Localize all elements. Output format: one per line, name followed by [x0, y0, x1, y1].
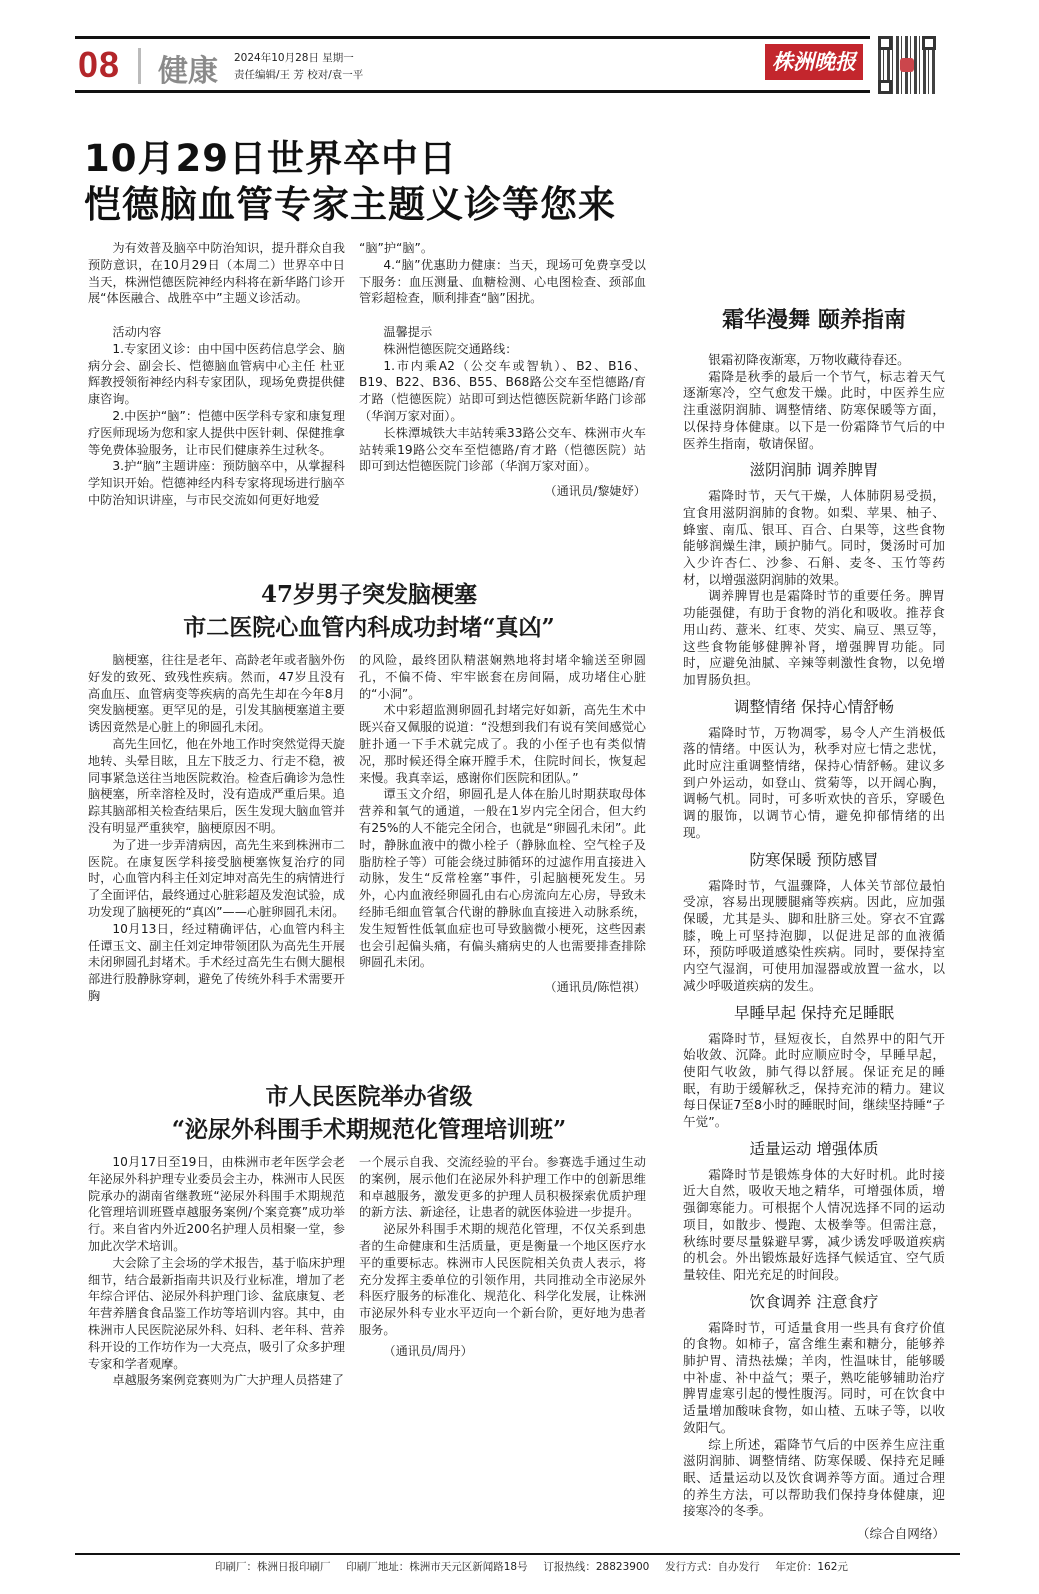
article3-column-1	[88, 1154, 345, 1389]
main-headline	[84, 136, 646, 228]
paragraph: 术中彩超监测卵圆孔封堵完好如新，高先生术中既兴奋又佩服的说道：“没想到我们有说有笑间感觉心脏扑通一下手术就完成了。我的小侄子也有类似情况，那时候还得全麻开膛手术，住院时间长，恢复起来慢。我真幸运，感谢你们医院和团队。”	[359, 703, 646, 785]
byline: （综合自网络）	[856, 1526, 945, 1542]
headline-line-2: 市二医院心血管内科成功封堵“真凶”	[183, 614, 555, 641]
paragraph: 霜降是秋季的最后一个节气，标志着天气逐渐寒冷，空气愈发干燥。此时，中医养生应注重滋阴润肺、调整情绪、防寒保暖等方面，以保持身体健康。以下是一份霜降节气后的中医养生指南，敬请保留。	[683, 368, 945, 451]
paragraph: 的风险，最终团队精湛娴熟地将封堵伞输送至卵圆孔，不偏不倚、牢牢嵌套在房间隔，成功堵住心脏的“小洞”。	[359, 653, 646, 701]
section-heading: 早睡早起 保持充足睡眠	[734, 1003, 894, 1022]
headline-line-1: 47岁男子突发脑梗塞	[260, 581, 477, 608]
headline-line-1: 市人民医院举办省级	[265, 1083, 473, 1110]
article3-headline	[84, 1080, 654, 1146]
article3-body	[84, 1154, 646, 1389]
article3-column-2	[359, 1154, 646, 1360]
paragraph: 霜降时节，气温骤降，人体关节部位最怕受凉，容易出现腰腿痛等疾病。因此，应加强保暖，尤其是头、脚和肚脐三处。穿衣不宜露膝，晚上可坚持泡脚，以促进足部的血液循环，预防呼吸道感染性疾病。同时，要保持室内空气湿润，可使用加湿器或放置一盆水，以减少呼吸道疾病的发生。	[683, 877, 945, 993]
qr-code-icon	[878, 36, 936, 94]
paragraph: 卓越服务案例竞赛则为广大护理人员搭建了	[112, 1373, 344, 1388]
side-article-body	[683, 352, 945, 1543]
paragraph: 脑梗塞，往往是老年、高龄老年或者脑外伤好发的致死、致残性疾病。然而，47岁且没有高血压、血管病变等疾病的高先生却在今年8月突发脑梗塞。更罕见的是，引发其脑梗塞道主要诱因竟然是心脏上的卵圆孔未闭。	[88, 653, 345, 735]
paragraph: 大会除了主会场的学术报告，基于临床护理细节，结合最新指南共识及行业标准，增加了老年综合评估、泌尿外科护理门诊、盆底康复、老年营养膳食食品鉴工作坊等培训内容。其中，由株洲市人民医院泌尿外科、妇科、老年科、营养科开设的工作坊作为一大亮点，吸引了众多护理专家和学者观摩。	[88, 1255, 345, 1371]
paragraph: 1.专家团义诊：由中国中医药信息学会、脑病分会、副会长、恺德脑血管病中心主任 杜亚辉教授领衔神经内科专家团队，现场免费提供健康咨询。	[88, 341, 345, 407]
subheading: 温馨提示	[383, 324, 433, 339]
main-article-column-2	[359, 240, 646, 500]
header-divider	[138, 48, 141, 84]
section-heading: 调整情绪 保持心情舒畅	[734, 697, 894, 716]
article2-column-1	[88, 652, 345, 1005]
paragraph: 长株潭城铁大丰站转乘33路公交车、株洲市火车站转乘19路公交车至恺德路/育才路（恺德医院）站即可到达恺德医院门诊部（华润万家对面）。	[359, 425, 646, 474]
section-heading: 饮食调养 注意食疗	[749, 1292, 879, 1311]
footer-rule	[75, 1553, 960, 1594]
paragraph: 银霜初降夜渐寒，万物收藏待春还。	[708, 352, 910, 367]
paragraph: 霜降时节，天气干燥，人体肺阴易受损，宜食用滋阴润肺的食物。如梨、苹果、柚子、蜂蜜、南瓜、银耳、百合、白果等，这些食物能够润燥生津，顾护肺气。同时，煲汤时可加入少许杏仁、沙参、石斛、麦冬、玉竹等药材，以增强滋阴润肺的效果。	[683, 488, 945, 587]
header-top-rule	[75, 36, 870, 39]
page-number: 08	[78, 44, 121, 85]
paragraph: 1.市内乘A2（公交车或智轨）、B2、B16、B19、B22、B36、B55、B68路公交车至恺德路/育才路（恺德医院）站即可到达恺德医院新华路门诊部（华润万家对面）。	[359, 358, 646, 423]
paragraph: 霜降时节是锻炼身体的大好时机。此时接近大自然，吸收天地之精华，可增强体质，增强御寒能力。可根据个人情况选择不同的运动项目，如散步、慢跑、太极拳等。但需注意，秋练时要尽量躲避早雾，减少诱发呼吸道疾病的机会。外出锻炼最好选择气候适宜、空气质量较佳、阳光充足的时间段。	[683, 1166, 945, 1282]
paragraph: 为有效普及脑卒中防治知识，提升群众自我预防意识，在10月29日（本周二）世界卒中日当天，株洲恺德医院神经内科将在新华路门诊开展“体医融合、战胜卒中”主题义诊活动。	[88, 241, 345, 306]
paragraph: 为了进一步弄清病因，高先生来到株洲市二医院。在康复医学科接受脑梗塞恢复治疗的同时，心血管内科主任刘定坤对高先生的病情进行了全面评估，最终通过心脏彩超及发泡试验，成功发现了脑梗死的“真凶”——心脏卵圆孔未闭。	[88, 837, 345, 919]
paragraph: 综上所述，霜降节气后的中医养生应注重滋阴润肺、调整情绪、防寒保暖、保持充足睡眠、适量运动以及饮食调养等方面。通过合理的养生方法，可以帮助我们保持身体健康，迎接寒冷的冬季。	[683, 1436, 945, 1519]
paragraph: 泌尿外科围手术期的规范化管理，不仅关系到患者的生命健康和生活质量，更是衡量一个地区医疗水平的重要标志。株洲市人民医院相关负责人表示，将充分发挥主委单位的引领作用，共同推动全市泌尿外科医疗服务的标准化、规范化、科学化发展，让株洲市泌尿外科专业水平迈向一个新台阶，更好地为患者服务。	[359, 1222, 646, 1337]
paragraph: 株洲恺德医院交通路线：	[383, 341, 518, 356]
article2-body	[84, 652, 646, 1062]
headline-line-2: 恺德脑血管专家主题义诊等您来	[84, 183, 616, 226]
headline-line-1: 10月29日世界卒中日	[84, 137, 457, 180]
printer-address: 印刷厂地址：株洲市天元区新闻路18号	[346, 1560, 528, 1573]
paragraph: 调养脾胃也是霜降时节的重要任务。脾胃功能强健，有助于食物的消化和吸收。推荐食用山药、薏米、红枣、芡实、扁豆、黑豆等，这些食物能够健脾补肾，增强脾胃功能。同时，应避免油腻、辛辣等刺激性食物，以免增加胃肠负担。	[683, 588, 945, 687]
distribution-method: 发行方式：自办发行	[665, 1560, 760, 1573]
paragraph: 谭玉文介绍，卵圆孔是人体在胎儿时期获取母体营养和氧气的通道，一般在1岁内完全闭合，但大约有25%的人不能完全闭合，也就是“卵圆孔未闭”。此时，静脉血液中的微小栓子（静脉血栓、空气栓子及脂肪栓子等）可能会绕过肺循环的过滤作用直接进入动脉，发生“反常栓塞”事件，引起脑梗死发生。另外，心内血液经卵圆孔由右心房流向左心房，导致未经肺毛细血管氧合代谢的静脉血直接进入动脉系统，发生短暂性低氧血症也可导致脑微小梗死，这些因素也会引起偏头痛，有偏头痛病史的人也需要排查排除卵圆孔未闭。	[359, 787, 646, 970]
subheading: 活动内容	[112, 324, 162, 339]
paragraph: 霜降时节，昼短夜长，自然界中的阳气开始收敛、沉降。此时应顺应时令，早睡早起，使阳气收敛，肺气得以舒展。保证充足的睡眠，有助于缓解秋乏，保持充沛的精力。建议每日保证7至8小时的睡眠时间，继续坚持睡“子午觉”。	[683, 1030, 945, 1130]
paragraph: 3.护“脑”主题讲座：预防脑卒中，从掌握科学知识开始。恺德神经内科专家将现场进行脑卒中防治知识讲座，与市民交流如何更好地爱	[88, 459, 345, 507]
footer-imprint	[75, 1560, 960, 1574]
subscription-hotline: 订报热线：28823900	[543, 1560, 650, 1573]
header-bottom-rule	[75, 90, 870, 93]
paragraph: 10月13日，经过精确评估，心血管内科主任谭玉文、副主任刘定坤带领团队为高先生开展未闭卵圆孔封堵术。手术经过高先生右侧大腿根部进行股静脉穿刺，避免了传统外科手术需要开胸	[88, 921, 345, 1003]
byline: （通讯员/陈恺祺）	[544, 980, 646, 995]
page-content	[84, 0, 1039, 1543]
newspaper-logo: 株洲晚报	[765, 44, 863, 80]
paragraph: 高先生回忆，他在外地工作时突然觉得天旋地转、头晕目眩，且左下肢乏力、行走不稳，被同事紧急送往当地医院救治。检查后确诊为急性脑梗塞，所幸溶栓及时，没有造成严重后果。追踪其脑部相关检查结果后，医生发现大脑血管并没有明显严重狭窄，脑梗原因不明。	[88, 736, 345, 835]
section-heading: 滋阴润肺 调养脾胃	[749, 461, 879, 480]
paragraph: 一个展示自我、交流经验的平台。参赛选手通过生动的案例，展示他们在泌尿外科护理工作中的创新思维和卓越服务，激发更多的护理人员积极探索优质护理的新方法、新途径，让患者的就医体验进一步提升。	[359, 1155, 646, 1220]
section-heading: 防寒保暖 预防感冒	[749, 850, 879, 869]
paragraph: 10月17日至19日，由株洲市老年医学会老年泌尿外科护理专业委员会主办，株洲市人民医院承办的湖南省继教班“泌尿外科围手术期规范化管理培训班暨卓越服务案例/个案竞赛”成功举行。来自省内外近200名护理人员相聚一堂，参加此次学术培训。	[88, 1155, 345, 1253]
paragraph: 2.中医护“脑”：恺德中医学科专家和康复理疗医师现场为您和家人提供中医针刺、保健推拿等免费体验服务，让市民们健康养生过秋冬。	[88, 408, 345, 457]
article2-column-2	[359, 652, 646, 996]
side-article-title: 霜华漫舞 颐养指南	[722, 308, 906, 333]
headline-line-2: “泌尿外科围手术期规范化管理培训班”	[171, 1116, 567, 1143]
paragraph: 霜降时节，可适量食用一些具有食疗价值的食物。如柿子，富含维生素和糖分，能够养肺护胃、清热祛燥；羊肉，性温味甘，能够暖中补虚、补中益气；栗子，熟吃能够辅助治疗脾胃虚寒引起的慢性腹泻。同时，可在饮食中适量增加酸味食物，如山楂、五味子等，以收敛阳气。	[683, 1319, 945, 1435]
issue-date: 2024年10月28日 星期一	[234, 52, 354, 64]
paragraph: “脑”护“脑”。	[359, 241, 434, 255]
byline: （通讯员/周丹）	[383, 1343, 473, 1358]
editors-credit: 责任编辑/王 芳 校对/袁一平	[234, 69, 364, 81]
section-heading: 适量运动 增强体质	[749, 1139, 879, 1158]
paragraph: 霜降时节，万物凋零，易令人产生消极低落的情绪。中医认为，秋季对应七情之悲忧，此时应注重调整情绪，保持心情舒畅。建议多到户外运动，如登山、赏菊等，以开阔心胸，调畅气机。同时，可多听欢快的音乐，穿暖色调的服饰，以调节心情，避免抑郁情绪的出现。	[683, 724, 945, 840]
right-area	[683, 136, 945, 1543]
article2-headline	[84, 578, 654, 644]
paragraph: 4.“脑”优惠助力健康：当天，现场可免费享受以下服务：血压测量、血糖检测、心电图检查、颈部血管彩超检查，顺利排查“脑”困扰。	[359, 257, 646, 306]
byline: （通讯员/黎婕妤）	[544, 484, 646, 499]
main-article-column-1	[88, 240, 345, 509]
section-title: 健康	[158, 54, 218, 89]
main-article-body	[84, 240, 646, 560]
left-area	[84, 136, 646, 1389]
annual-price: 年定价：162元	[775, 1560, 848, 1573]
printer: 印刷厂：株洲日报印刷厂	[215, 1560, 331, 1573]
